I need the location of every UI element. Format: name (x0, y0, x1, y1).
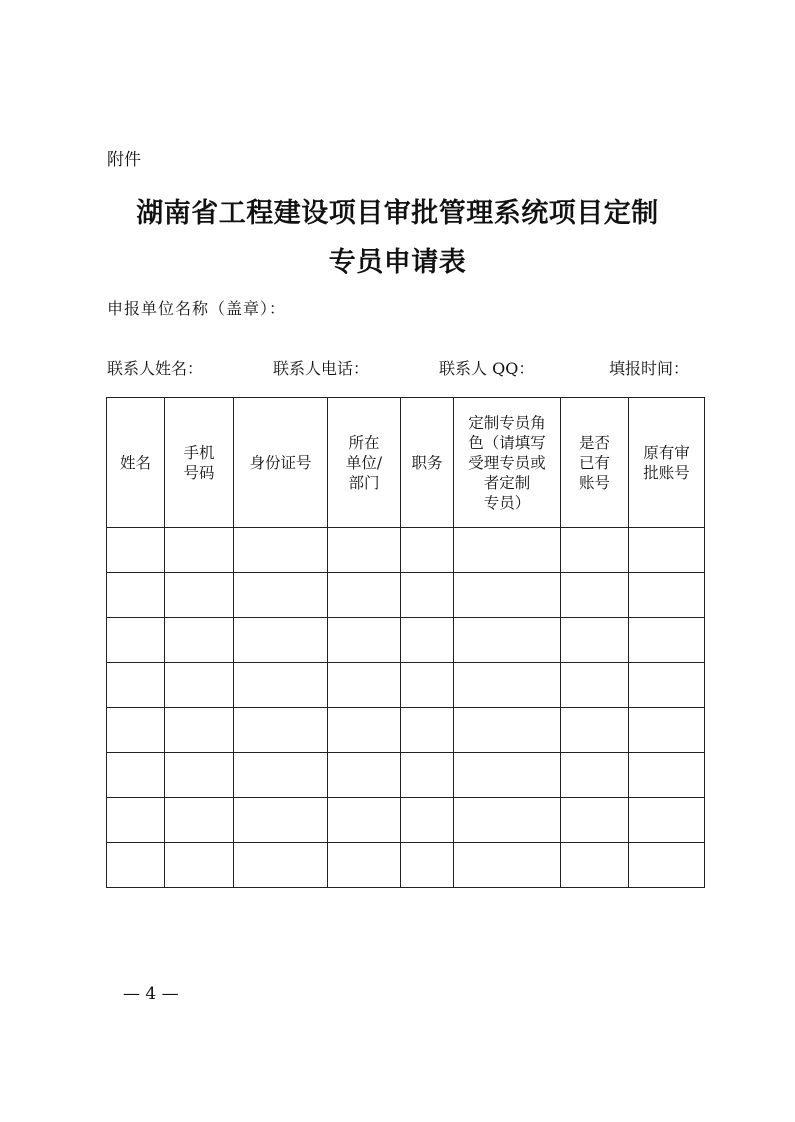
table-cell[interactable] (328, 753, 401, 798)
table-cell[interactable] (401, 708, 454, 753)
table-body (107, 528, 705, 888)
table-cell[interactable] (234, 573, 328, 618)
table-cell[interactable] (107, 573, 165, 618)
table-cell[interactable] (629, 708, 705, 753)
table-cell[interactable] (401, 528, 454, 573)
table-cell[interactable] (107, 753, 165, 798)
table-cell[interactable] (454, 798, 561, 843)
table-cell[interactable] (165, 528, 234, 573)
table-cell[interactable] (454, 753, 561, 798)
table-cell[interactable] (107, 618, 165, 663)
table-cell[interactable] (328, 618, 401, 663)
table-cell[interactable] (629, 573, 705, 618)
table-cell[interactable] (165, 843, 234, 888)
form-title-line-2: 专员申请表 (328, 247, 467, 278)
table-cell[interactable] (328, 708, 401, 753)
table-cell[interactable] (401, 573, 454, 618)
header-mobile: 手机 号码 (165, 398, 234, 528)
table-cell[interactable] (107, 798, 165, 843)
table-cell[interactable] (328, 528, 401, 573)
table-cell[interactable] (454, 528, 561, 573)
table-cell[interactable] (328, 663, 401, 708)
table-row (107, 798, 705, 843)
table-cell[interactable] (165, 708, 234, 753)
header-has-account: 是否 已有 账号 (561, 398, 629, 528)
table-cell[interactable] (561, 663, 629, 708)
table-cell[interactable] (107, 528, 165, 573)
table-cell[interactable] (561, 708, 629, 753)
contact-qq-label: 联系人 QQ： (439, 359, 535, 378)
table-header-row (107, 398, 705, 528)
table-cell[interactable] (165, 573, 234, 618)
table-cell[interactable] (401, 798, 454, 843)
table-row (107, 663, 705, 708)
table-cell[interactable] (107, 708, 165, 753)
table-cell[interactable] (234, 663, 328, 708)
table-cell[interactable] (401, 753, 454, 798)
application-table (106, 397, 705, 888)
table-cell[interactable] (561, 618, 629, 663)
table-cell[interactable] (165, 618, 234, 663)
table-cell[interactable] (561, 843, 629, 888)
contact-phone-label: 联系人电话： (273, 359, 370, 378)
table-cell[interactable] (328, 798, 401, 843)
table-cell[interactable] (234, 753, 328, 798)
table-cell[interactable] (401, 843, 454, 888)
table-cell[interactable] (629, 528, 705, 573)
table-cell[interactable] (561, 528, 629, 573)
table-cell[interactable] (629, 843, 705, 888)
table-row (107, 618, 705, 663)
table-cell[interactable] (328, 843, 401, 888)
header-unit-department: 所在 单位/ 部门 (328, 398, 401, 528)
table-cell[interactable] (234, 708, 328, 753)
table-cell[interactable] (165, 798, 234, 843)
table-cell[interactable] (165, 753, 234, 798)
attachment-label: 附件 (107, 150, 141, 170)
table-row (107, 573, 705, 618)
contact-name-label: 联系人姓名： (107, 359, 204, 378)
table-cell[interactable] (234, 798, 328, 843)
table-cell[interactable] (629, 753, 705, 798)
table-cell[interactable] (401, 663, 454, 708)
header-original-account: 原有审 批账号 (629, 398, 705, 528)
table-cell[interactable] (561, 753, 629, 798)
table-cell[interactable] (401, 618, 454, 663)
table-cell[interactable] (107, 843, 165, 888)
table-row (107, 708, 705, 753)
table-cell[interactable] (328, 573, 401, 618)
table-cell[interactable] (629, 798, 705, 843)
form-title-line-1: 湖南省工程建设项目审批管理系统项目定制 (136, 198, 659, 229)
table-row (107, 843, 705, 888)
page-number: — 4 — (123, 984, 179, 1004)
table-row (107, 528, 705, 573)
header-name: 姓名 (107, 398, 165, 528)
header-position: 职务 (401, 398, 454, 528)
table-cell[interactable] (629, 663, 705, 708)
table-cell[interactable] (454, 708, 561, 753)
table-cell[interactable] (454, 663, 561, 708)
table-cell[interactable] (165, 663, 234, 708)
table-cell[interactable] (629, 618, 705, 663)
header-id-number: 身份证号 (234, 398, 328, 528)
header-role: 定制专员角 色（请填写 受理专员或 者定制 专员） (454, 398, 561, 528)
table-cell[interactable] (107, 663, 165, 708)
table-cell[interactable] (234, 843, 328, 888)
contact-info-row (107, 356, 704, 380)
table-cell[interactable] (454, 573, 561, 618)
table-cell[interactable] (561, 573, 629, 618)
table-cell[interactable] (454, 843, 561, 888)
table-cell[interactable] (234, 528, 328, 573)
unit-name-label: 申报单位名称（盖章）： (107, 299, 287, 318)
table-cell[interactable] (561, 798, 629, 843)
table-row (107, 753, 705, 798)
table-cell[interactable] (234, 618, 328, 663)
table-cell[interactable] (454, 618, 561, 663)
fill-date-label: 填报时间： (609, 359, 690, 378)
